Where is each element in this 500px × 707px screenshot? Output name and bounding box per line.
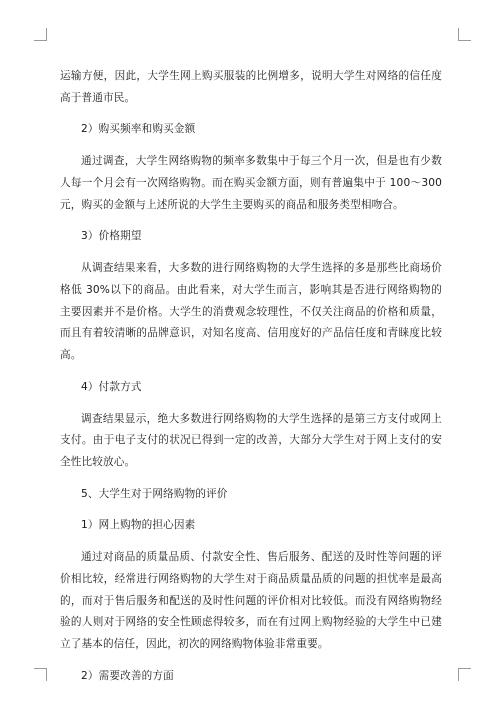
paragraph-purchase-frequency: 通过调查，大学生网络购物的频率多数集中于每三个月一次，但是也有少数人每一个月会有一次网络购物。而在购买金额方面，则有普遍集中于 100～300 元，购买的金额与上述所说的大学生主要购买的商品和服务类型相吻合。 — [60, 155, 442, 211]
paragraph-price-expectation: 从调查结果来看，大多数的进行网络购物的大学生选择的多是那些比商场价格低 30%以下的商品。由此看来，对大学生而言，影响其是否进行网络购物的主要因素并不是价格。大学生的消费观念较理性，不仅关注商品的价格和质量，而且有着较清晰的品牌意识，对知名度高、信用度好的产品信任度和青睐度比较高。 — [60, 262, 442, 361]
crop-mark-top-left — [34, 28, 47, 41]
paragraph-payment-method: 调查结果显示，绝大多数进行网络购物的大学生选择的是第三方支付或网上支付。由于电子支付的状况已得到一定的改善，大部分大学生对于网上支付的安全性比较放心。 — [60, 412, 442, 468]
section-heading-payment-method: 4）付款方式 — [81, 380, 142, 393]
paragraph-continued: 运输方便，因此，大学生网上购买服装的比例增多，说明大学生对网络的信任度高于普通市民。 — [60, 70, 442, 104]
document-body — [60, 66, 442, 698]
section-heading-evaluation: 5、大学生对于网络购物的评价 — [81, 487, 228, 500]
section-heading-improvements: 2）需要改善的方面 — [81, 669, 174, 682]
crop-mark-bottom-left — [34, 668, 47, 681]
section-heading-purchase-frequency: 2）购买频率和购买金额 — [81, 123, 196, 136]
section-heading-price-expectation: 3）价格期望 — [81, 230, 142, 243]
paragraph-concern-factors: 通过对商品的质量品质、付款安全性、售后服务、配送的及时性等问题的评价相比较，经常进行网络购物的大学生对于商品质量品质的问题的担忧率是最高的，而对于售后服务和配送的及时性问题的评价相对比较低。而没有网络购物经验的人则对于网络的安全性顾虑得较多，而在有过网上购物经验的大学生中已建立了基本的信任，因此，初次的网络购物体验非常重要。 — [60, 551, 442, 650]
crop-mark-bottom-right — [458, 668, 471, 681]
crop-mark-top-right — [458, 28, 471, 41]
section-heading-concern-factors: 1）网上购物的担心因素 — [81, 519, 196, 532]
